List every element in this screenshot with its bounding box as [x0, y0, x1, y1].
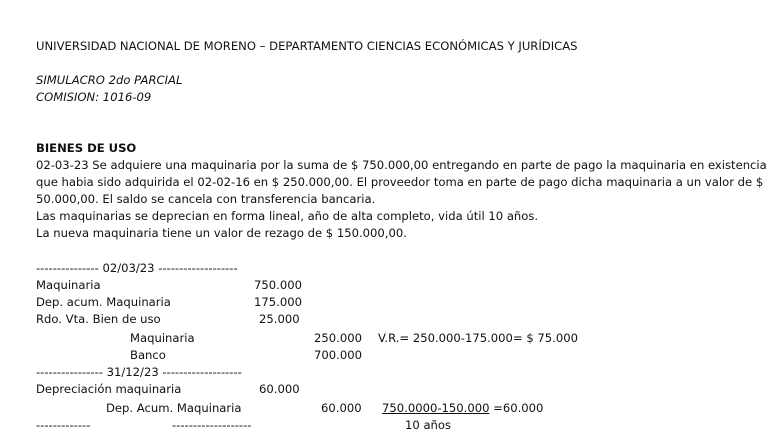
- entry-separator: --------------- 02/03/23 -------------------: [36, 261, 238, 275]
- credit-amount: 60.000: [321, 401, 362, 415]
- formula-result: =60.000: [489, 401, 544, 415]
- closing-separator: -------------------: [172, 418, 252, 432]
- depreciation-formula: [382, 400, 543, 416]
- account-label: Depreciación maquinaria: [36, 382, 182, 396]
- credit-amount: 250.000: [314, 331, 362, 345]
- credit-amount: 700.000: [314, 348, 362, 362]
- debit-amount: 25.000: [259, 312, 300, 326]
- commission-label: COMISION: 1016-09: [36, 90, 152, 104]
- institution-heading: UNIVERSIDAD NACIONAL DE MORENO – DEPARTAMENTO CIENCIAS ECONÓMICAS Y JURÍDICAS: [36, 39, 578, 53]
- paragraph-line: 02-03-23 Se adquiere una maquinaria por la suma de $ 750.000,00 entregando en parte de pago la maquinaria en existencia: [36, 158, 767, 172]
- paragraph-line: Las maquinarias se deprecian en forma lineal, año de alta completo, vida útil 10 años.: [36, 209, 539, 223]
- formula-denominator: 10 años: [405, 418, 452, 432]
- calculation-note: V.R.= 250.000-175.000= $ 75.000: [378, 331, 578, 345]
- account-label: Maquinaria: [36, 278, 101, 292]
- account-label: Rdo. Vta. Bien de uso: [36, 312, 161, 326]
- paragraph-line: La nueva maquinaria tiene un valor de rezago de $ 150.000,00.: [36, 226, 407, 240]
- section-title: BIENES DE USO: [36, 141, 137, 155]
- account-label: Dep. acum. Maquinaria: [36, 295, 171, 309]
- formula-numerator: 750.0000-150.000: [382, 401, 490, 415]
- exam-title: SIMULACRO 2do PARCIAL: [36, 73, 183, 87]
- debit-amount: 60.000: [259, 382, 300, 396]
- account-label: Maquinaria: [130, 331, 195, 345]
- account-label: Dep. Acum. Maquinaria: [106, 401, 242, 415]
- debit-amount: 750.000: [254, 278, 302, 292]
- debit-amount: 175.000: [254, 295, 302, 309]
- account-label: Banco: [130, 348, 166, 362]
- paragraph-line: que habia sido adquirida el 02-02-16 en $ 250.000,00. El proveedor toma en parte de pago dicha maquinaria a un valor de $: [36, 175, 764, 189]
- paragraph-line: 50.000,00. El saldo se cancela con transferencia bancaria.: [36, 192, 376, 206]
- closing-separator: -------------: [36, 418, 91, 432]
- entry-separator: ---------------- 31/12/23 -------------------: [36, 365, 242, 379]
